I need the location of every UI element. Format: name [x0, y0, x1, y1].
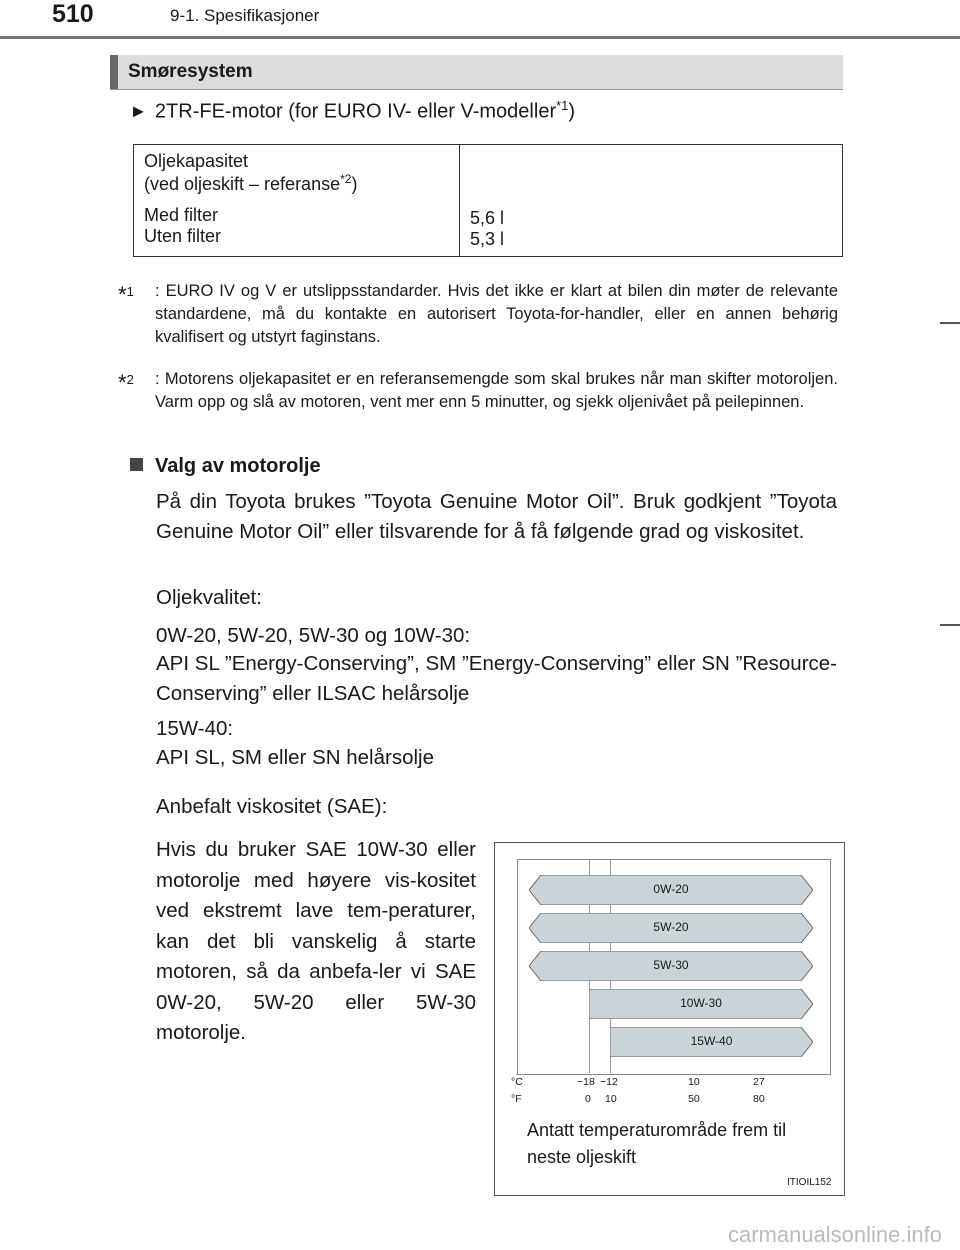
grades-1-spec: API SL ”Energy-Conserving”, SM ”Energy-Conserving” eller SN ”Resource-Conserving” eller ILSAC helårsolje [156, 652, 837, 705]
section-title: Smøresystem [128, 61, 253, 82]
viscosity-chart [494, 842, 845, 1196]
oil-heading-text: Valg av motorolje [155, 455, 321, 477]
without-filter-label: Uten filter [144, 226, 222, 246]
footnote-mark: *$^2$ [118, 370, 134, 395]
footnote-mark: *$^1$ [118, 282, 134, 307]
capacity-subtitle-close: ) [351, 174, 358, 194]
footnote-text: : EURO IV og V er utslippsstandarder. Hvis det ikke er klart at bilen din møter de relevante standardene, må du kontakte en autorisert Toyota-for-handler, eller en annen behørig kvalifisert og utstyrt faginstans. [155, 282, 838, 346]
section-bar [110, 55, 843, 90]
page-number: 510 [52, 0, 94, 28]
tick-c-27: 27 [753, 1076, 765, 1088]
chapter-title: 9-1. Spesifikasjoner [170, 6, 320, 25]
footnote-2 [118, 368, 838, 414]
tick-f-80: 80 [753, 1093, 765, 1105]
section-marker [110, 55, 118, 89]
footnote-text: : Motorens oljekapasitet er en referansemengde som skal brukes når man skifter motoroljen. Varm opp og slå av motoren, vent mer enn 5 minutter, og sjekk oljenivået på peilepinnen. [155, 370, 838, 411]
tick-c-minus12: −12 [600, 1076, 618, 1088]
subsection-close: ) [568, 100, 576, 123]
oil-capacity-table [133, 144, 843, 257]
tick-f-10: 10 [605, 1093, 617, 1105]
watermark: carmanualsonline.info [727, 1222, 942, 1247]
figure-code: ITIOIL152 [787, 1177, 832, 1188]
square-bullet-icon [130, 458, 143, 471]
viscosity-advice: Hvis du bruker SAE 10W-30 eller motorolje med høyere vis-kositet ved ekstremt lave tem-peraturer, kan det bli vanskelig å starte motoren, så da anbefa-ler vi SAE 0W-20, 5W-20 eller 5W-30 motorolje. [156, 838, 476, 1044]
oil-intro: På din Toyota brukes ”Toyota Genuine Motor Oil”. Bruk godkjent ”Toyota Genuine Motor Oil” eller tilsvarende for å få følgende grad og viskositet. [156, 490, 837, 543]
bar-label-5w-20: 5W-20 [653, 920, 689, 934]
subsection-heading [133, 98, 575, 124]
bar-label-5w-30: 5W-30 [653, 958, 689, 972]
capacity-label-cell [134, 145, 460, 257]
axis-label-fahrenheit: °F [511, 1093, 522, 1105]
oil-selection-heading [130, 455, 321, 478]
capacity-title: Oljekapasitet [144, 151, 249, 171]
capacity-subtitle [144, 172, 449, 195]
footnote-ref: *2 [340, 172, 352, 186]
grades-1: 0W-20, 5W-20, 5W-30 og 10W-30: [156, 624, 471, 647]
triangle-bullet-icon: ▶ [133, 102, 144, 119]
chart-caption: Antatt temperaturområde frem til neste oljeskift [527, 1120, 787, 1167]
tick-f-0: 0 [585, 1093, 591, 1105]
viscosity-label: Anbefalt viskositet (SAE): [156, 795, 388, 818]
header-rule [0, 36, 960, 39]
bar-label-15w-40: 15W-40 [690, 1034, 733, 1048]
tick-c-minus18: −18 [577, 1076, 595, 1088]
footnote-ref: *1 [556, 98, 569, 113]
oil-quality-label: Oljekvalitet: [156, 586, 262, 609]
grades-2-spec: API SL, SM eller SN helårsolje [156, 746, 435, 769]
grades-2: 15W-40: [156, 717, 234, 740]
tick-f-50: 50 [688, 1093, 700, 1105]
without-filter-value: 5,3 l [470, 229, 505, 249]
tick-c-10: 10 [688, 1076, 700, 1088]
subsection-label: 2TR-FE-motor (for EURO IV- eller V-modeller [154, 100, 557, 123]
margin-tick [940, 322, 960, 324]
footnote-1 [118, 280, 838, 349]
bar-label-10w-30: 10W-30 [680, 996, 722, 1010]
capacity-subtitle-text: (ved oljeskift – referanse [144, 174, 341, 194]
bar-label-0w-20: 0W-20 [653, 882, 689, 896]
with-filter-label: Med filter [144, 205, 219, 225]
margin-tick [940, 624, 960, 626]
axis-label-celsius: °C [511, 1076, 523, 1088]
capacity-value-cell [460, 145, 843, 257]
with-filter-value: 5,6 l [470, 208, 505, 228]
